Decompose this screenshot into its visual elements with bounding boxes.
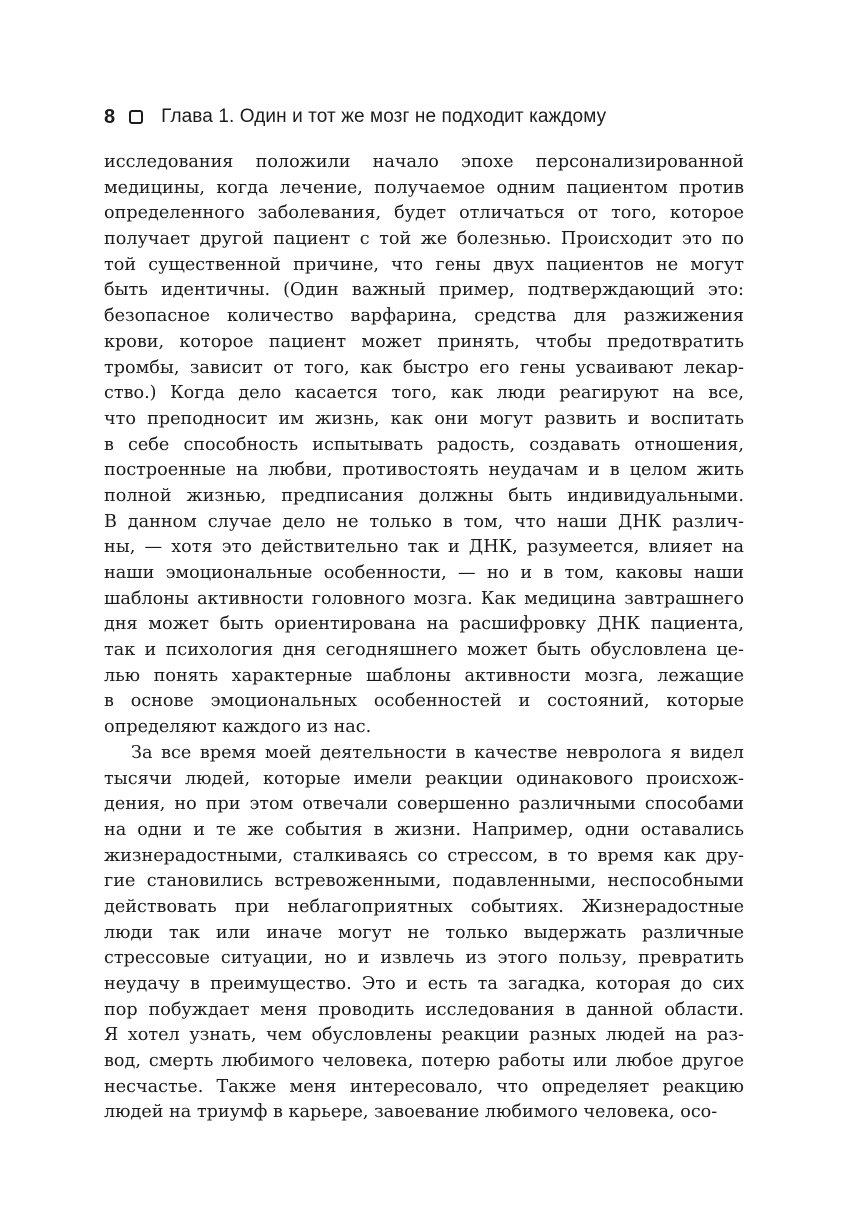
- text-line: исследования положили начало эпохе персонализированной: [104, 152, 744, 172]
- text-line: той существенной причине, что гены двух пациентов не могут: [104, 254, 744, 275]
- text-line: крови, которое пациент может принять, чтобы предотвратить: [104, 331, 744, 352]
- text-line: стрессовые ситуации, но и извлечь из этого пользу, превратить: [104, 948, 744, 969]
- text-line: на одни и те же события в жизни. Например, одни оставались: [104, 819, 744, 840]
- text-line: полной жизнью, предписания должны быть индивидуальными.: [104, 485, 744, 506]
- text-line: жизнерадостными, сталкиваясь со стрессом, в то время как дру-: [104, 845, 744, 866]
- text-line: гие становились встревоженными, подавленными, неспособными: [104, 871, 744, 892]
- text-line: вод, смерть любимого человека, потерю работы или любое другое: [104, 1051, 744, 1072]
- running-header: [104, 103, 744, 131]
- text-line: людей на триумф в карьере, завоевание любимого человека, осо-: [104, 1102, 718, 1123]
- text-line: пор побуждает меня проводить исследования в данной области.: [104, 999, 744, 1020]
- text-line: дения, но при этом отвечали совершенно различными способами: [104, 794, 744, 815]
- text-line: что преподносит им жизнь, как они могут развить и воспитать: [104, 408, 744, 429]
- paragraph: [104, 150, 744, 741]
- text-line: несчастье. Также меня интересовало, что определяет реакцию: [104, 1076, 744, 1097]
- text-line: шаблоны активности головного мозга. Как медицина завтрашнего: [104, 588, 744, 609]
- text-line: наши эмоциональные особенности, — но и в том, каковы наши: [104, 563, 744, 583]
- text-line: тромбы, зависит от того, как быстро его гены усваивают лекар-: [104, 357, 744, 378]
- text-line: быть идентичны. (Один важный пример, подтверждающий это:: [104, 280, 744, 301]
- text-line: ны, — хотя это действительно так и ДНК, разумеется, влияет на: [104, 537, 744, 558]
- text-line: лью понять характерные шаблоны активности мозга, лежащие: [104, 665, 744, 686]
- text-line: определенного заболевания, будет отличаться от того, которое: [104, 203, 744, 224]
- paragraph: [104, 741, 744, 1126]
- text-line: так и психология дня сегодняшнего может быть обусловлена це-: [104, 640, 744, 661]
- text-line: безопасное количество варфарина, средства для разжижения: [104, 306, 744, 327]
- page-number: 8: [104, 105, 116, 128]
- body-text: [104, 150, 744, 1126]
- text-line: неудачу в преимущество. Это и есть та загадка, которая до сих: [104, 974, 744, 994]
- square-bullet-icon: [129, 110, 143, 124]
- chapter-title: Глава 1. Один и тот же мозг не подходит каждому: [161, 106, 607, 127]
- text-line: дня может быть ориентирована на расшифровку ДНК пациента,: [104, 614, 744, 635]
- text-line: Я хотел узнать, чем обусловлены реакции разных людей на раз-: [104, 1025, 744, 1046]
- text-line: За все время моей деятельности в качестве невролога я видел: [131, 742, 744, 763]
- text-line: в себе способность испытывать радость, создавать отношения,: [104, 434, 744, 455]
- text-line: тысячи людей, которые имели реакции одинакового происхож-: [104, 768, 744, 789]
- text-line: люди так или иначе могут не только выдержать различные: [104, 922, 744, 943]
- text-line: ство.) Когда дело касается того, как люди реагируют на все,: [104, 383, 744, 404]
- text-line: действовать при неблагоприятных событиях. Жизнерадостные: [104, 896, 744, 917]
- text-line: в основе эмоциональных особенностей и состояний, которые: [104, 691, 744, 712]
- text-line: медицины, когда лечение, получаемое одним пациентом против: [104, 177, 744, 198]
- text-line: построенные на любви, противостоять неудачам и в целом жить: [104, 460, 744, 481]
- text-line: получает другой пациент с той же болезнью. Происходит это по: [104, 229, 744, 250]
- text-line: определяют каждого из нас.: [104, 717, 372, 738]
- text-line: В данном случае дело не только в том, что наши ДНК различ-: [104, 511, 744, 532]
